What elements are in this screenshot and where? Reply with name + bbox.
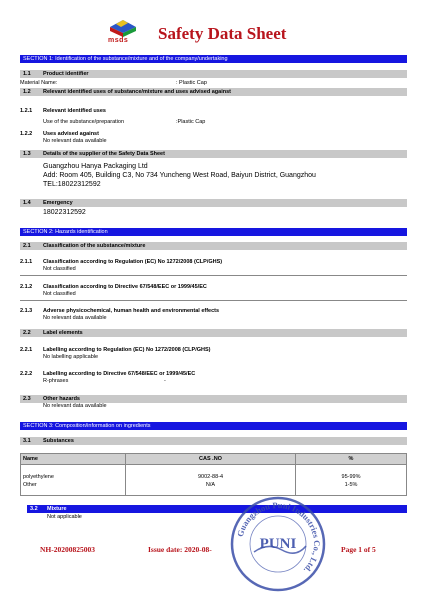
subsection-3-2-bar bbox=[27, 505, 407, 513]
name-value: polyethylene bbox=[23, 474, 54, 480]
percent-value: 95-99% bbox=[341, 474, 361, 480]
subsection-label: Classification of the substance/mixture bbox=[43, 243, 146, 249]
seal-stamp-icon bbox=[228, 494, 328, 594]
table-header-row bbox=[21, 454, 407, 465]
subsection-number: 2.1 bbox=[23, 243, 31, 249]
section-2-bar: SECTION 2: Hazards identification bbox=[20, 228, 407, 236]
table-row bbox=[21, 465, 407, 496]
subsection-number: 1.1 bbox=[23, 71, 31, 77]
subsection-2-2-2-value: R-phrases bbox=[43, 378, 69, 384]
subsection-1-2-1-number: 1.2.1 bbox=[20, 108, 33, 114]
msds-logo bbox=[104, 18, 142, 44]
column-header-cas: CAS .NO bbox=[126, 454, 296, 465]
subsection-label: Details of the supplier of the Safety Data Sheet bbox=[43, 151, 165, 157]
subsection-2-2-2-label: Labelling according to Directive 67/548/EEC or 1999/45/EC bbox=[43, 371, 196, 377]
subsection-number: 3.2 bbox=[30, 506, 38, 512]
subsection-2-2-1-value: No labelling applicable bbox=[43, 354, 99, 360]
subsection-1-2-2-value: No relevant data available bbox=[43, 138, 107, 144]
subsection-2-1 bbox=[20, 242, 407, 250]
subsection-2-1-1-number: 2.1.1 bbox=[20, 259, 33, 265]
subsection-1-3 bbox=[20, 150, 407, 158]
subsection-2-1-3-label: Adverse physicochemical, human health and environmental effects bbox=[43, 308, 220, 314]
footer-page-number: Page 1 of 5 bbox=[341, 545, 376, 554]
subsection-2-3 bbox=[20, 395, 407, 403]
subsection-number: 2.2 bbox=[23, 330, 31, 336]
cas-cell bbox=[126, 465, 296, 496]
composition-table bbox=[20, 453, 407, 496]
subsection-2-1-1-label: Classification according to Regulation (EC) No 1272/2008 (CLP/GHS) bbox=[43, 259, 223, 265]
cas-value: 9002-88-4 bbox=[197, 474, 224, 480]
subsection-label: Relevant identified uses of substance/mixture and uses advised against bbox=[43, 89, 231, 95]
subsection-2-1-3-value: No relevant data available bbox=[43, 315, 107, 321]
company-address: Add: Room 405, Building C3, No 734 Yuncheng West Road, Baiyun District, Guangzhou bbox=[43, 172, 316, 179]
seal-ring-text: Guangzhou Puni Industries Co., Ltd. bbox=[234, 499, 323, 576]
subsection-1-1 bbox=[20, 70, 407, 78]
subsection-label: Label elements bbox=[43, 330, 83, 336]
company-name: Guangzhou Hanya Packaging Ltd bbox=[43, 163, 148, 170]
subsection-1-2-1-label: Relevant identified uses bbox=[43, 108, 106, 114]
subsection-2-1-1-value: Not classified bbox=[43, 266, 76, 272]
cas-value: N/A bbox=[205, 482, 216, 488]
percent-cell bbox=[296, 465, 407, 496]
subsection-number: 3.1 bbox=[23, 438, 31, 444]
subsection-number: 2.3 bbox=[23, 396, 31, 402]
column-header-name: Name bbox=[21, 454, 126, 465]
subsection-2-3-value: No relevant data available bbox=[43, 403, 107, 409]
company-tel: TEL:18022312592 bbox=[43, 181, 101, 188]
subsection-2-1-2-label: Classification according to Directive 67/548/EEC or 1999/45/EC bbox=[43, 284, 207, 290]
name-value: Other bbox=[23, 482, 37, 488]
name-cell bbox=[21, 465, 126, 496]
subsection-1-2-2-label: Uses advised against bbox=[43, 131, 99, 137]
document-title: Safety Data Sheet bbox=[158, 24, 287, 43]
section-3-bar: SECTION 3: Composition/information on ingredients bbox=[20, 422, 407, 430]
subsection-1-2 bbox=[20, 88, 407, 96]
use-label: Use of the substance/preparation bbox=[43, 119, 125, 125]
subsection-label: Emergency bbox=[43, 200, 73, 206]
section-1-bar: SECTION 1: Identification of the substance/mixture and of the company/undertaking bbox=[20, 55, 407, 63]
subsection-2-1-2-value: Not classified bbox=[43, 291, 76, 297]
divider bbox=[20, 300, 407, 301]
subsection-2-2-2-number: 2.2.2 bbox=[20, 371, 33, 377]
subsection-label: Substances bbox=[43, 438, 74, 444]
r-phrases-dash: - bbox=[164, 378, 166, 384]
subsection-number: 1.4 bbox=[23, 200, 31, 206]
divider bbox=[20, 275, 407, 276]
subsection-2-2-1-number: 2.2.1 bbox=[20, 347, 33, 353]
emergency-phone: 18022312592 bbox=[43, 209, 86, 216]
subsection-3-1 bbox=[20, 437, 407, 445]
subsection-2-1-2-number: 2.1.2 bbox=[20, 284, 33, 290]
subsection-label: Other hazards bbox=[43, 396, 80, 402]
use-value: :Plastic Cap bbox=[176, 119, 206, 125]
material-name-label: Material Name: bbox=[20, 80, 58, 86]
seal-center-text: PUNI bbox=[259, 536, 297, 552]
logo-text: msds bbox=[108, 37, 129, 44]
subsection-2-1-3-number: 2.1.3 bbox=[20, 308, 33, 314]
subsection-number: 1.3 bbox=[23, 151, 31, 157]
subsection-label: Product identifier bbox=[43, 71, 89, 77]
column-header-percent: % bbox=[296, 454, 407, 465]
subsection-2-2-1-label: Labelling according to Regulation (EC) No 1272/2008 (CLP/GHS) bbox=[43, 347, 211, 353]
subsection-1-2-2-number: 1.2.2 bbox=[20, 131, 33, 137]
footer-doc-number: NH-20200825003 bbox=[40, 545, 95, 554]
subsection-1-4 bbox=[20, 199, 407, 207]
footer-issue-date: Issue date: 2020-08- bbox=[148, 545, 212, 554]
company-seal bbox=[228, 494, 328, 594]
subsection-number: 1.2 bbox=[23, 89, 31, 95]
percent-value: 1-5% bbox=[344, 482, 358, 488]
subsection-label: Mixture bbox=[47, 506, 67, 512]
msds-logo-icon bbox=[104, 18, 142, 38]
subsection-3-2-value: Not applicable bbox=[47, 514, 82, 520]
subsection-2-2 bbox=[20, 329, 407, 337]
material-name-value: : Plastic Cap bbox=[176, 80, 207, 86]
